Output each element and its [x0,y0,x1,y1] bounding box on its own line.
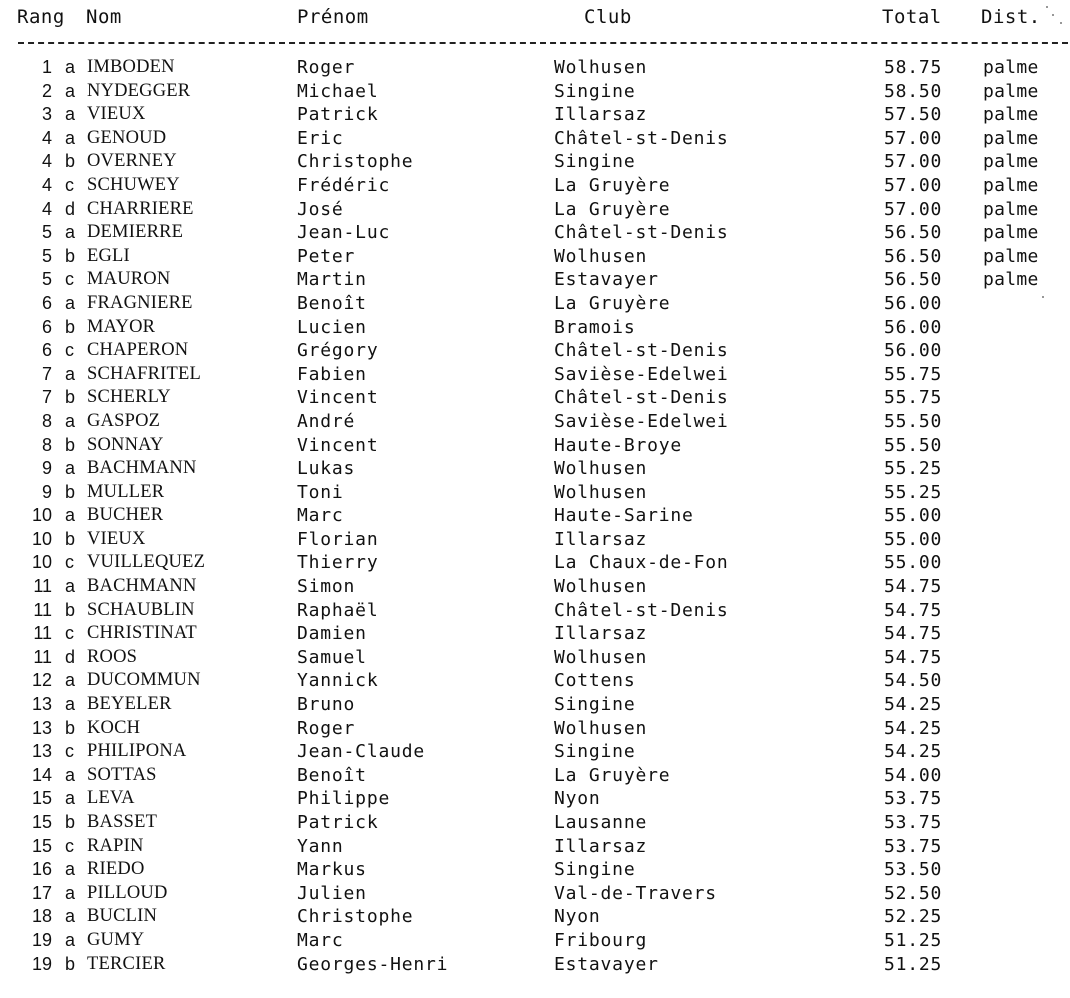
rang-letter: b [65,599,76,620]
table-row [0,340,1070,364]
first-name: Frédéric [297,174,391,196]
table-row [0,293,1070,317]
rang-letter: b [65,717,76,738]
rang-letter: c [65,340,74,361]
club-name: La Chaux-de-Fon [554,552,729,574]
total-score: 52.25 [884,906,943,928]
total-score: 56.00 [884,316,943,338]
rang-letter: b [65,151,76,172]
first-name: José [297,198,344,220]
first-name: Yann [297,835,344,857]
header-nom: Nom [86,6,122,28]
table-header [0,2,1070,36]
table-row [0,387,1070,411]
club-name: Illarsaz [554,835,648,857]
last-name: PHILIPONA [87,741,187,762]
rang-letter: c [65,623,74,644]
rang-letter: b [65,387,76,408]
rang-letter: b [65,812,76,832]
table-row [0,836,1070,860]
first-name: Georges-Henri [297,953,449,975]
club-name: Haute-Broye [554,434,683,456]
first-name: Lukas [297,458,356,480]
table-row [0,765,1070,789]
total-score: 54.00 [884,764,943,786]
rang-letter: a [65,788,76,809]
rang-letter: c [65,174,74,195]
club-name: Estavayer [554,269,659,291]
print-speck [1060,22,1062,24]
rang-letter: a [65,292,76,313]
last-name: BACHMANN [87,576,197,597]
rang-number: 13 [31,741,52,762]
club-name: Châtel-st-Denis [554,127,729,149]
first-name: Roger [297,57,356,78]
table-row [0,906,1070,930]
last-name: RAPIN [87,835,144,856]
first-name: Patrick [297,104,379,126]
rang-letter: d [65,198,76,219]
rang-letter: a [65,363,76,384]
total-score: 55.00 [884,552,943,574]
total-score: 55.75 [884,387,943,409]
table-row [0,552,1070,576]
rang-letter: a [65,104,76,125]
club-name: Wolhusen [554,57,648,78]
last-name: MAYOR [87,316,156,337]
club-name: Estavayer [554,953,659,975]
table-row [0,435,1070,459]
rang-letter: a [65,882,76,903]
distinction: palme [983,198,1039,220]
table-row [0,222,1070,246]
rang-number: 16 [31,859,52,880]
rang-number: 10 [31,552,52,573]
club-name: Châtel-st-Denis [554,387,729,409]
print-speck [1052,14,1054,16]
rang-number: 4 [41,151,52,172]
table-row [0,104,1070,128]
rang-number: 12 [31,670,52,691]
club-name: Wolhusen [554,458,648,480]
total-score: 57.00 [884,151,943,173]
distinction: palme [983,174,1039,196]
table-row [0,788,1070,812]
rang-letter: a [65,458,76,479]
club-name: Nyon [554,788,601,810]
rang-number: 7 [41,363,52,384]
last-name: PILLOUD [87,882,168,903]
table-row [0,458,1070,482]
club-name: Lausanne [554,812,648,833]
table-row [0,199,1070,223]
club-name: Singine [554,741,636,763]
last-name: BACHMANN [87,458,197,479]
header-total: Total [882,6,942,28]
club-name: Wolhusen [554,245,648,267]
first-name: Eric [297,127,344,149]
club-name: Val-de-Travers [554,882,717,904]
first-name: Vincent [297,434,379,456]
first-name: Florian [297,528,379,550]
rang-number: 11 [33,599,52,620]
club-name: Illarsaz [554,104,648,126]
last-name: GENOUD [87,127,167,148]
distinction: palme [983,57,1039,78]
rang-letter: b [65,481,76,502]
table-row [0,623,1070,647]
rang-letter: b [65,316,76,337]
rang-number: 10 [31,505,52,526]
rang-number: 13 [31,717,52,738]
club-name: La Gruyère [554,292,671,314]
table-row [0,741,1070,765]
rang-number: 6 [41,340,52,361]
first-name: Fabien [297,363,367,385]
rang-letter: d [65,646,76,667]
first-name: Lucien [297,316,367,338]
club-name: Singine [554,859,636,881]
rang-number: 5 [41,222,52,243]
last-name: NYDEGGER [87,80,191,101]
rang-letter: a [65,410,76,431]
club-name: Illarsaz [554,623,648,645]
last-name: BEYELER [87,694,172,715]
club-name: Châtel-st-Denis [554,340,729,362]
last-name: BUCLIN [87,906,158,927]
total-score: 54.25 [884,717,943,739]
last-name: LEVA [87,788,135,809]
rang-number: 4 [41,198,52,219]
table-row [0,670,1070,694]
last-name: SCHAUBLIN [87,599,195,620]
total-score: 51.25 [884,929,943,951]
header-prenom: Prénom [297,6,369,28]
distinction: palme [983,222,1039,244]
print-speck [1042,296,1044,298]
rang-letter: a [65,929,76,950]
rang-number: 4 [41,127,52,148]
rang-number: 11 [33,646,52,667]
rang-number: 13 [31,694,52,715]
club-name: Bramois [554,316,636,338]
total-score: 57.00 [884,127,943,149]
total-score: 56.50 [884,222,943,244]
total-score: 52.50 [884,882,943,904]
club-name: La Gruyère [554,198,671,220]
rang-letter: a [65,505,76,526]
total-score: 55.75 [884,363,943,385]
rang-letter: a [65,859,76,880]
total-score: 58.50 [884,80,943,102]
last-name: SCHUWEY [87,174,180,195]
club-name: Fribourg [554,929,648,951]
last-name: VIEUX [87,104,146,125]
table-row [0,269,1070,293]
table-row [0,930,1070,954]
last-name: DUCOMMUN [87,670,201,691]
club-name: Châtel-st-Denis [554,222,729,244]
rang-letter: a [65,222,76,243]
table-row [0,600,1070,624]
last-name: SONNAY [87,434,164,455]
rang-number: 10 [31,528,52,549]
total-score: 56.50 [884,269,943,291]
rang-letter: c [65,269,74,290]
club-name: Savièse-Edelwei [554,363,729,385]
club-name: Singine [554,151,636,173]
first-name: Jean-Claude [297,741,426,763]
table-row [0,57,1070,81]
total-score: 55.25 [884,481,943,503]
total-score: 54.75 [884,646,943,668]
table-row [0,81,1070,105]
club-name: Singine [554,80,636,102]
total-score: 56.00 [884,292,943,314]
distinction: palme [983,127,1039,149]
club-name: Haute-Sarine [554,505,694,527]
first-name: Samuel [297,646,367,668]
distinction: palme [983,104,1039,126]
rang-number: 2 [41,80,52,101]
rang-number: 4 [41,174,52,195]
first-name: Michael [297,80,379,102]
first-name: Vincent [297,387,379,409]
total-score: 54.75 [884,599,943,621]
distinction: palme [983,151,1039,173]
rang-number: 1 [41,57,52,77]
last-name: SCHAFRITEL [87,363,202,384]
total-score: 55.00 [884,528,943,550]
total-score: 54.50 [884,670,943,692]
first-name: Christophe [297,151,414,173]
table-row [0,812,1070,836]
rang-letter: a [65,80,76,101]
results-table-body [0,57,1070,977]
last-name: DEMIERRE [87,222,184,243]
rang-letter: c [65,835,74,856]
rang-letter: a [65,57,76,77]
total-score: 51.25 [884,953,943,975]
table-row [0,411,1070,435]
total-score: 58.75 [884,57,943,78]
last-name: OVERNEY [87,151,177,172]
last-name: MULLER [87,481,165,502]
rang-number: 19 [31,953,52,974]
rang-number: 8 [41,434,52,455]
table-row [0,482,1070,506]
rang-letter: b [65,528,76,549]
rang-letter: a [65,764,76,785]
first-name: Martin [297,269,367,291]
rang-number: 3 [41,104,52,125]
total-score: 57.50 [884,104,943,126]
rang-number: 15 [31,812,52,832]
table-row [0,883,1070,907]
last-name: GASPOZ [87,410,161,431]
total-score: 53.75 [884,788,943,810]
last-name: IMBODEN [87,57,175,77]
first-name: Christophe [297,906,414,928]
rang-number: 14 [31,764,52,785]
first-name: Simon [297,576,356,598]
first-name: Marc [297,929,344,951]
table-row [0,718,1070,742]
last-name: SOTTAS [87,764,157,785]
first-name: Markus [297,859,367,881]
first-name: Peter [297,245,356,267]
rang-number: 9 [41,481,52,502]
rang-number: 18 [31,906,52,927]
first-name: Bruno [297,694,356,716]
header-dist: Dist. [981,6,1041,28]
total-score: 55.50 [884,410,943,432]
header-rang: Rang [17,6,65,28]
last-name: BUCHER [87,505,164,526]
total-score: 57.00 [884,198,943,220]
club-name: Wolhusen [554,646,648,668]
total-score: 56.00 [884,340,943,362]
club-name: Illarsaz [554,528,648,550]
distinction: palme [983,80,1039,102]
last-name: CHRISTINAT [87,623,197,644]
table-row [0,128,1070,152]
rang-letter: a [65,694,76,715]
total-score: 54.25 [884,694,943,716]
rang-letter: c [65,552,74,573]
first-name: Benoît [297,764,367,786]
rang-number: 19 [31,929,52,950]
rang-letter: a [65,127,76,148]
first-name: Jean-Luc [297,222,391,244]
first-name: Grégory [297,340,379,362]
total-score: 53.75 [884,812,943,833]
rang-letter: c [65,741,74,762]
first-name: Yannick [297,670,379,692]
last-name: VUILLEQUEZ [87,552,206,573]
rang-number: 7 [41,387,52,408]
last-name: FRAGNIERE [87,292,193,313]
table-row [0,151,1070,175]
distinction: palme [983,245,1039,267]
first-name: André [297,410,356,432]
rang-number: 6 [41,316,52,337]
rang-number: 6 [41,292,52,313]
total-score: 53.50 [884,859,943,881]
first-name: Damien [297,623,367,645]
table-row [0,647,1070,671]
first-name: Philippe [297,788,391,810]
last-name: SCHERLY [87,387,171,408]
rang-letter: a [65,670,76,691]
last-name: EGLI [87,245,130,266]
header-club: Club [584,6,632,28]
last-name: BASSET [87,812,158,832]
last-name: CHARRIERE [87,198,194,219]
first-name: Patrick [297,812,379,833]
first-name: Thierry [297,552,379,574]
total-score: 54.75 [884,623,943,645]
first-name: Roger [297,717,356,739]
print-speck [1046,6,1048,8]
distinction: palme [983,269,1039,291]
club-name: La Gruyère [554,764,671,786]
club-name: Savièse-Edelwei [554,410,729,432]
total-score: 55.00 [884,505,943,527]
total-score: 54.25 [884,741,943,763]
first-name: Julien [297,882,367,904]
first-name: Marc [297,505,344,527]
header-divider [18,42,1068,44]
table-row [0,364,1070,388]
club-name: La Gruyère [554,174,671,196]
table-row [0,954,1070,978]
last-name: RIEDO [87,859,145,880]
total-score: 55.50 [884,434,943,456]
last-name: TERCIER [87,953,166,974]
total-score: 57.00 [884,174,943,196]
rang-number: 5 [41,245,52,266]
total-score: 54.75 [884,576,943,598]
rang-letter: b [65,245,76,266]
total-score: 56.50 [884,245,943,267]
last-name: ROOS [87,646,138,667]
rang-letter: a [65,576,76,597]
rang-letter: a [65,906,76,927]
table-row [0,246,1070,270]
table-row [0,859,1070,883]
rang-number: 15 [31,835,52,856]
last-name: CHAPERON [87,340,189,361]
table-row [0,317,1070,341]
table-row [0,505,1070,529]
club-name: Nyon [554,906,601,928]
club-name: Cottens [554,670,636,692]
last-name: GUMY [87,929,145,950]
table-row [0,694,1070,718]
rang-letter: b [65,953,76,974]
rang-number: 9 [41,458,52,479]
club-name: Singine [554,694,636,716]
club-name: Châtel-st-Denis [554,599,729,621]
rang-number: 15 [31,788,52,809]
club-name: Wolhusen [554,481,648,503]
rang-number: 8 [41,410,52,431]
rang-number: 5 [41,269,52,290]
last-name: KOCH [87,717,141,738]
total-score: 55.25 [884,458,943,480]
total-score: 53.75 [884,835,943,857]
rang-number: 11 [33,576,52,597]
table-row [0,576,1070,600]
first-name: Benoît [297,292,367,314]
club-name: Wolhusen [554,717,648,739]
table-row [0,175,1070,199]
club-name: Wolhusen [554,576,648,598]
last-name: VIEUX [87,528,146,549]
first-name: Raphaël [297,599,379,621]
rang-number: 11 [33,623,52,644]
table-row [0,529,1070,553]
rang-number: 17 [31,882,52,903]
rang-letter: b [65,434,76,455]
first-name: Toni [297,481,344,503]
last-name: MAURON [87,269,171,290]
